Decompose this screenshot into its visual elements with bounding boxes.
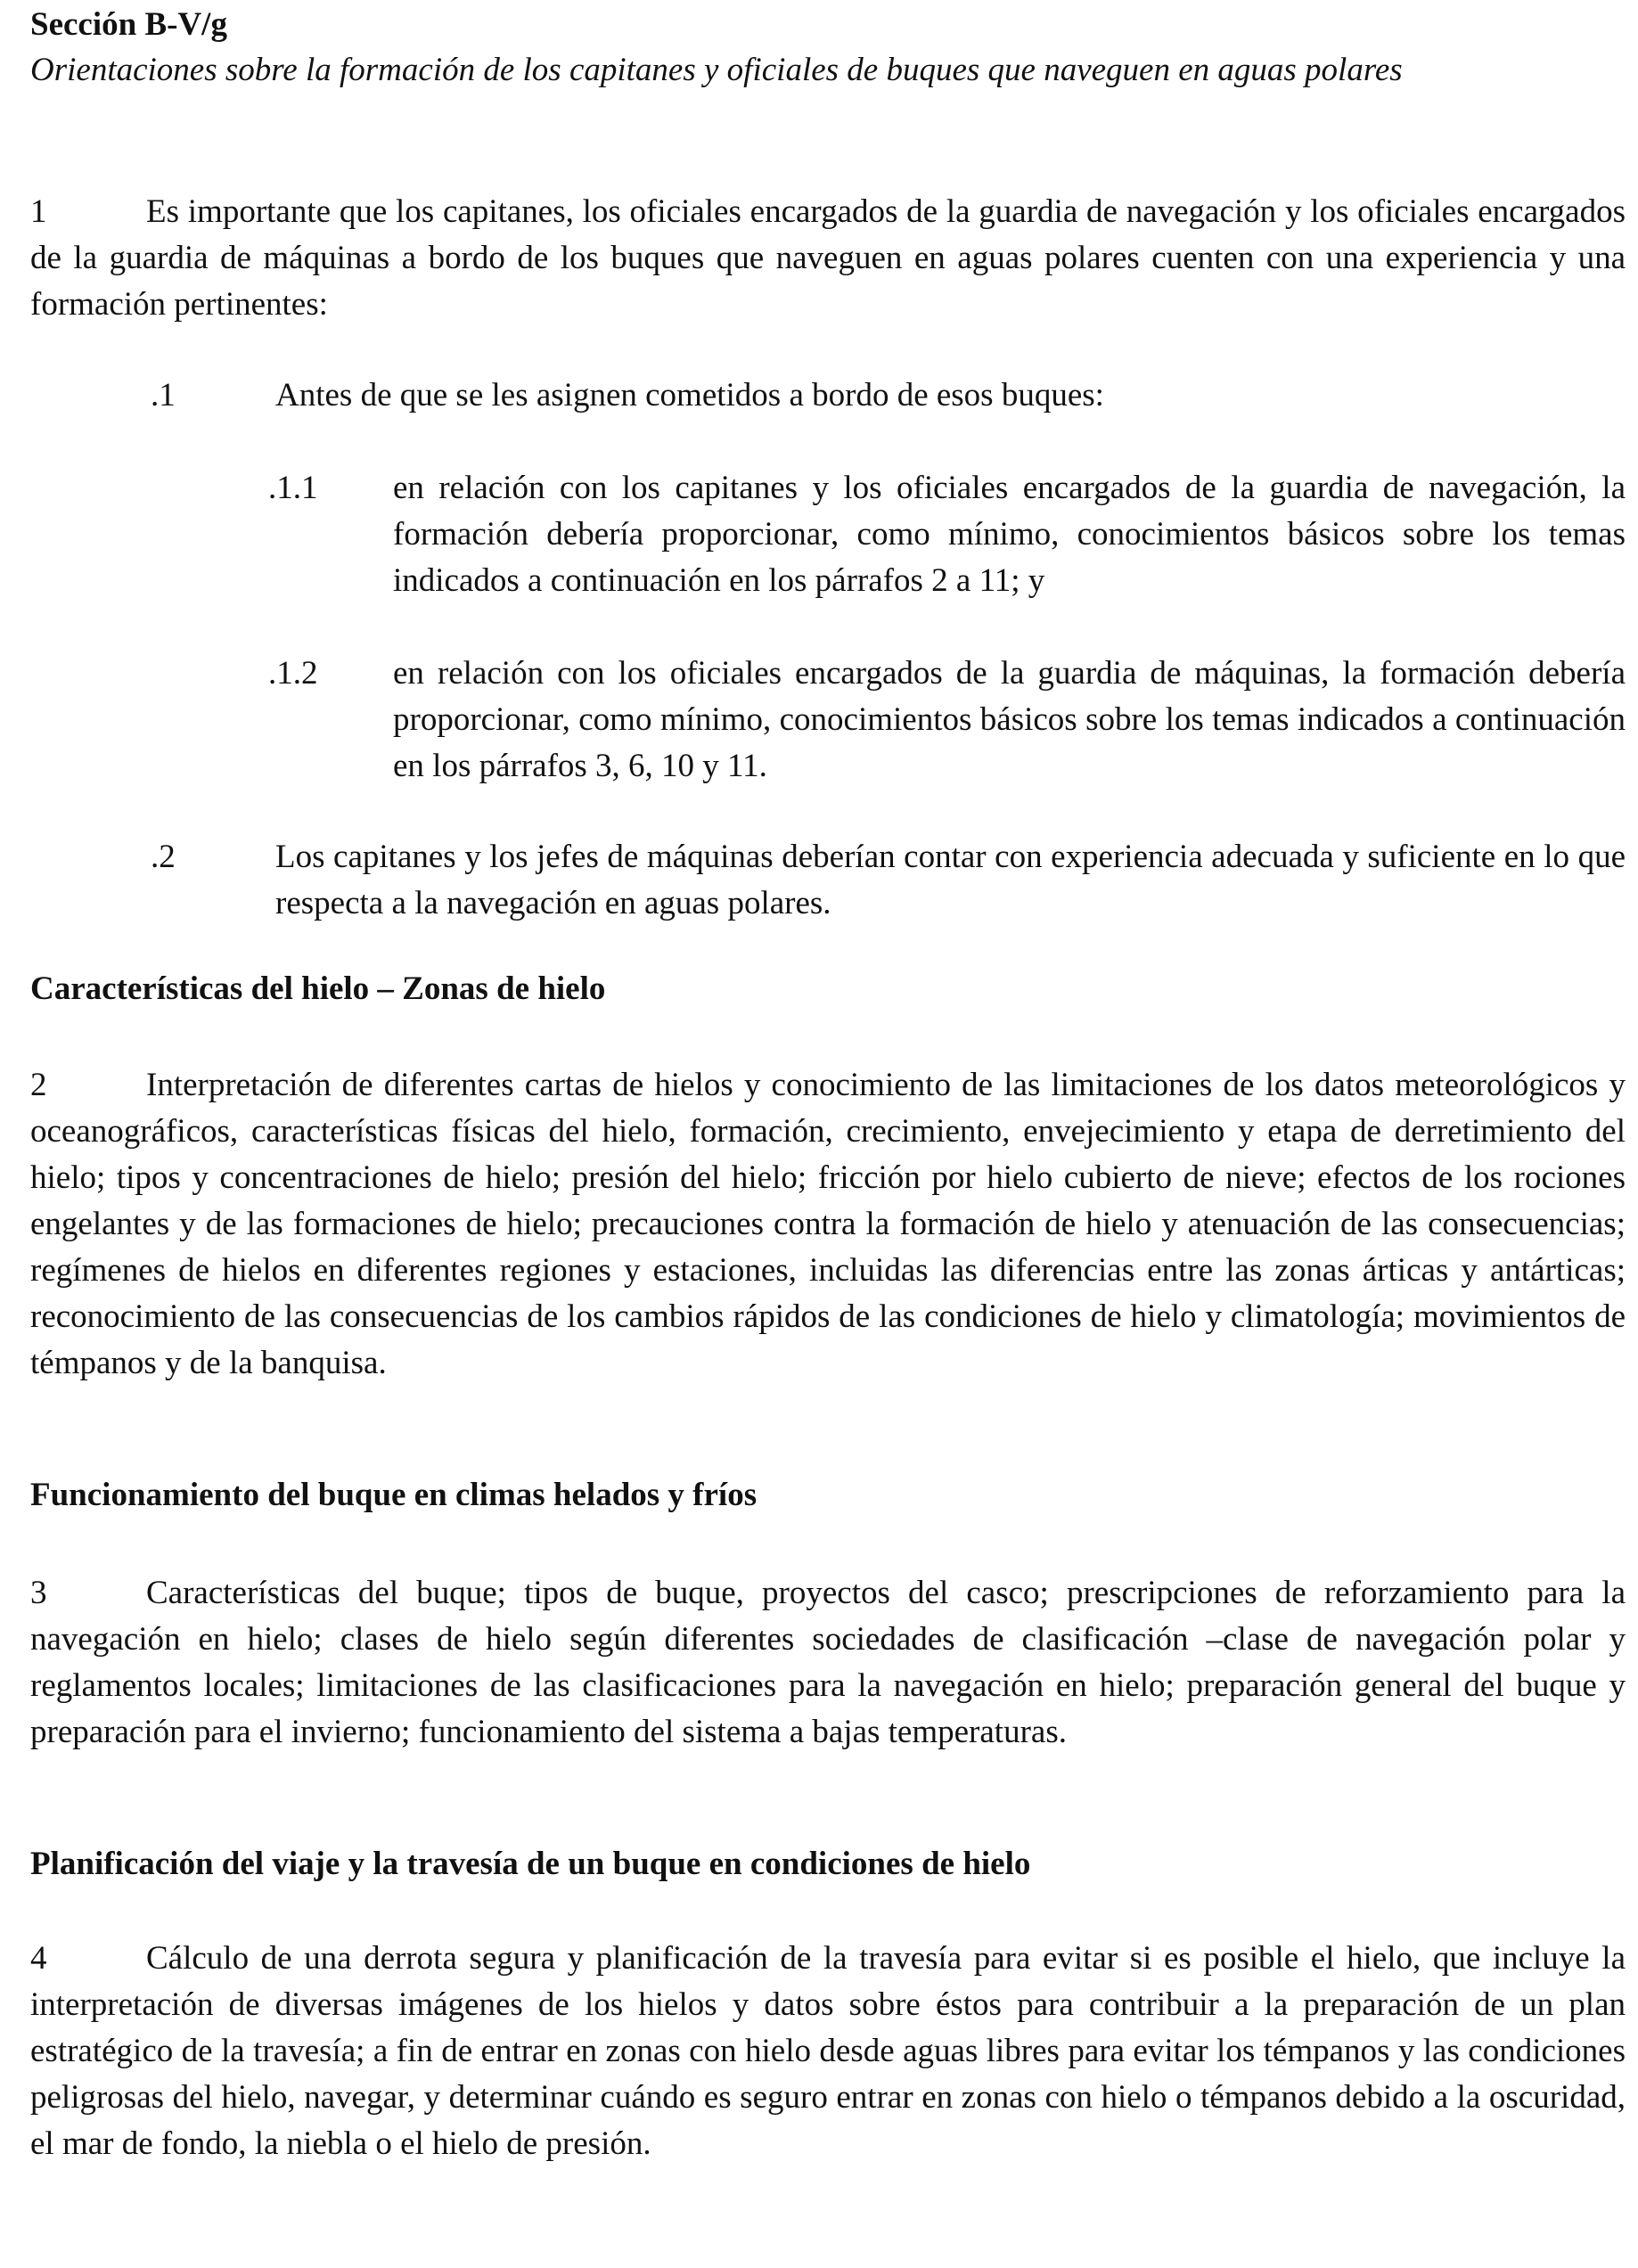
paragraph-2 [30, 1062, 1626, 1387]
sub-item-number: .1.2 [268, 655, 318, 692]
paragraph-3 [30, 1570, 1626, 1756]
paragraph-1 [30, 189, 1626, 328]
paragraph-number: 2 [30, 1067, 47, 1103]
paragraph-number: 4 [30, 1940, 47, 1977]
paragraph-number: 1 [30, 193, 47, 230]
sub-item-number: .1.1 [268, 470, 318, 506]
section-subtitle: Orientaciones sobre la formación de los capitanes y oficiales de buques que naveguen en aguas polares [30, 52, 1403, 88]
section-heading-voyage-planning: Planificación del viaje y la travesía de un buque en condiciones de hielo [30, 1846, 1031, 1882]
paragraph-number: 3 [30, 1575, 47, 1611]
section-heading-ice: Características del hielo – Zonas de hielo [30, 970, 606, 1007]
section-heading-ship-operation: Funcionamiento del buque en climas helados y fríos [30, 1477, 758, 1513]
sub-item-text: en relación con los capitanes y los oficiales encargados de la guardia de navegación, la formación debería proporcionar, como mínimo, conocimientos básicos sobre los temas indicados a continuación en los párrafos 2 a 11; y [393, 470, 1626, 599]
paragraph-text: Interpretación de diferentes cartas de hielos y conocimiento de las limitaciones de los datos meteorológicos y oceanográficos, características físicas del hielo, formación, crecimiento, envejecimiento y etapa de derretimiento del hielo; tipos y concentraciones de hielo; presión del hielo; fricción por hielo cubierto de nieve; efectos de los rociones engelantes y de las formaciones de hielo; precauciones contra la formación de hielo y atenuación de las consecuencias; regímenes de hielos en diferentes regiones y estaciones, incluidas las diferencias entre las zonas árticas y antárticas; reconocimiento de las consecuencias de los cambios rápidos de las condiciones de hielo y climatología; movimientos de témpanos y de la banquisa. [30, 1067, 1626, 1381]
paragraph-text: Es importante que los capitanes, los oficiales encargados de la guardia de navegación y los oficiales encargados de la guardia de máquinas a bordo de los buques que naveguen en aguas polares cuenten con una experiencia y una formación pertinentes: [30, 193, 1626, 323]
list-item-number: .1 [151, 377, 176, 413]
section-title: Sección B-V/g [30, 6, 227, 43]
list-item-text: Los capitanes y los jefes de máquinas deberían contar con experiencia adecuada y suficiente en lo que respecta a la navegación en aguas polares. [275, 839, 1626, 921]
sub-item-text: en relación con los oficiales encargados de la guardia de máquinas, la formación debería proporcionar, como mínimo, conocimientos básicos sobre los temas indicados a continuación en los párrafos 3, 6, 10 y 11. [393, 655, 1626, 784]
paragraph-4 [30, 1936, 1626, 2167]
list-item-number: .2 [151, 839, 176, 875]
paragraph-text: Características del buque; tipos de buque, proyectos del casco; prescripciones de reforzamiento para la navegación en hielo; clases de hielo según diferentes sociedades de clasificación –clase de navegación polar y reglamentos locales; limitaciones de las clasificaciones para la navegación en hielo; preparación general del buque y preparación para el invierno; funcionamiento del sistema a bajas temperaturas. [30, 1575, 1626, 1750]
paragraph-text: Cálculo de una derrota segura y planificación de la travesía para evitar si es posible el hielo, que incluye la interpretación de diversas imágenes de los hielos y datos sobre éstos para contribuir a la preparación de un plan estratégico de la travesía; a fin de entrar en zonas con hielo desde aguas libres para evitar los témpanos y las condiciones peligrosas del hielo, navegar, y determinar cuándo es seguro entrar en zonas con hielo o témpanos debido a la oscuridad, el mar de fondo, la niebla o el hielo de presión. [30, 1940, 1626, 2162]
list-item-text: Antes de que se les asignen cometidos a bordo de esos buques: [275, 377, 1104, 413]
